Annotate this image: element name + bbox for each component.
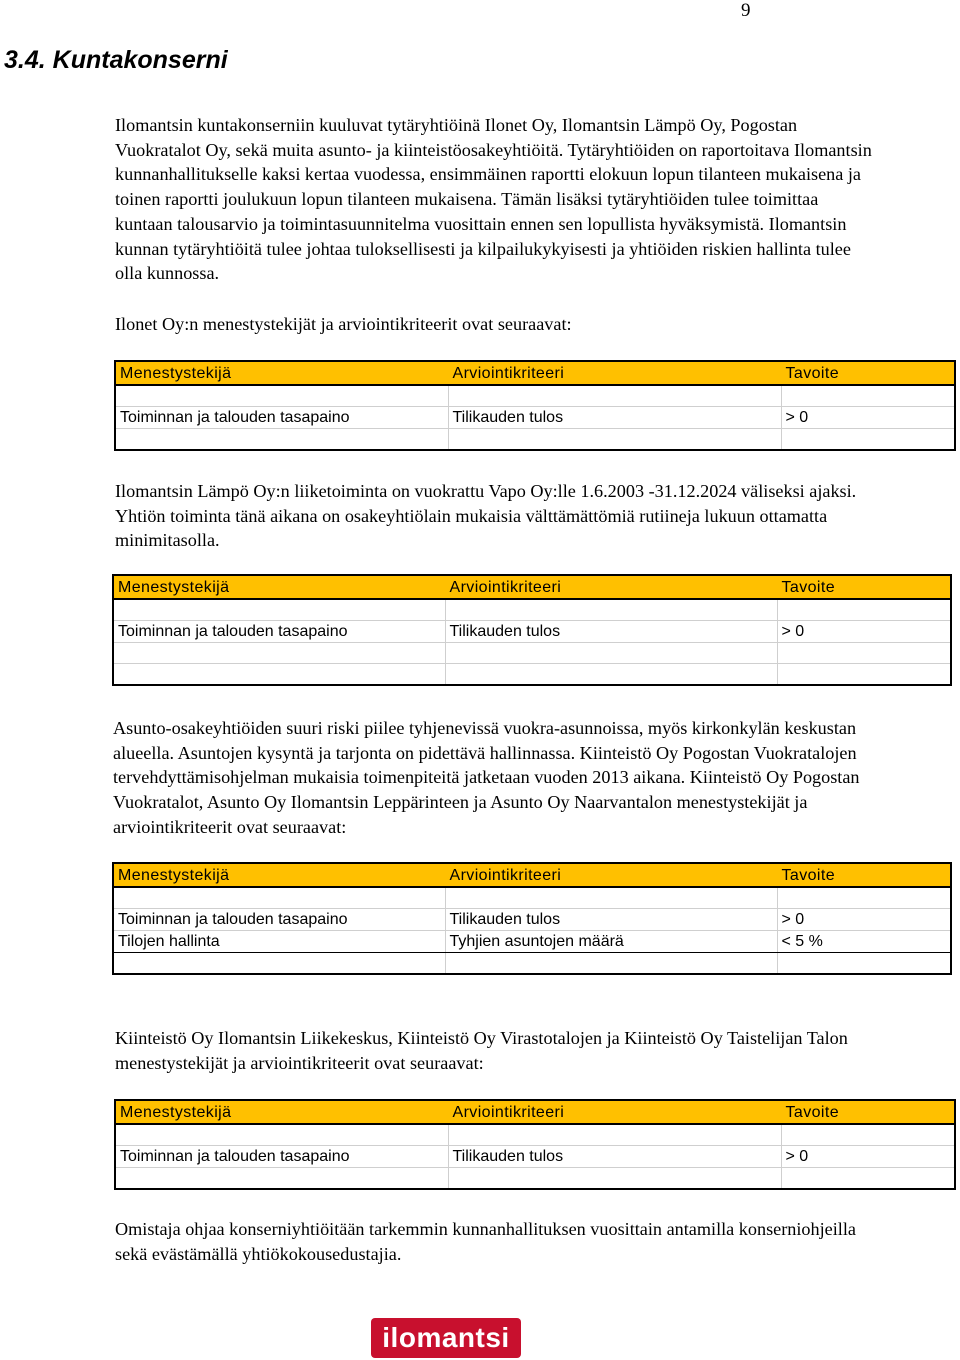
cell-menestystekija: Toiminnan ja talouden tasapaino [113, 621, 445, 643]
lampo-paragraph: Ilomantsin Lämpö Oy:n liiketoiminta on vuokrattu Vapo Oy:lle 1.6.2003 -31.12.2024 väliseksi ajaksi. Yhtiön toiminta tänä aikana on osakeyhtiölain mukaisia välttämättömiä rutiineja lukuun ottamatta minimitasolla. [115, 481, 857, 551]
header-tavoite: Tavoite [777, 575, 951, 599]
ilomantsi-logo [371, 1318, 521, 1358]
cell-tavoite: > 0 [781, 407, 955, 429]
ilonet-criteria-table [114, 360, 956, 451]
asunto-paragraph: Asunto-osakeyhtiöiden suuri riski piilee tyhjenevissä vuokra-asunnoissa, myös kirkonkylän keskustan alueella. Asuntojen kysyntä ja tarjonta on pidettävä hallinnassa. Kiinteistö Oy Pogostan Vuokratalojen tervehdyttämisohjelman mukaisia toimenpiteitä jatketaan vuoden 2013 aikana. Kiinteistö Oy Pogostan Vuokratalot, Asunto Oy Ilomantsin Leppärinteen ja Asunto Oy Naarvantalon menestystekijät ja arviointikriteerit ovat seuraavat: [113, 718, 860, 837]
header-arviointikriteeri: Arviointikriteeri [448, 1100, 781, 1124]
table-header-row [115, 1100, 955, 1124]
cell-arviointikriteeri: Tilikauden tulos [445, 621, 777, 643]
header-menestystekija: Menestystekijä [115, 1100, 448, 1124]
header-arviointikriteeri: Arviointikriteeri [448, 361, 781, 385]
intro-paragraph: Ilomantsin kuntakonserniin kuuluvat tytäryhtiöinä Ilonet Oy, Ilomantsin Lämpö Oy, Pogostan Vuokratalot Oy, sekä muita asunto- ja kiinteistöosakeyhtiöitä. Tytäryhtiöiden on raportoitava Ilomantsin kunnanhallitukselle kaksi kertaa vuodessa, ensimmäinen raportti elokuun lopun tilanteen mukaisena ja toinen raportti joulukuun lopun tilanteen mukaisena. Tämän lisäksi tytäryhtiöiden tulee toimittaa kuntaan talousarvio ja toimintasuunnitelma vuosittain ennen sen lopullista hyväksymistä. Ilomantsin kunnan tytäryhtiöitä tulee johtaa tuloksellisesti ja kilpailukykyisesti ja yhtiöiden riskien hallinta tulee olla kunnossa. [115, 115, 872, 284]
cell-arviointikriteeri: Tyhjien asuntojen määrä [445, 931, 777, 953]
header-tavoite: Tavoite [777, 863, 951, 887]
table-row [113, 931, 951, 953]
header-menestystekija: Menestystekijä [113, 863, 445, 887]
table-blank-row [113, 953, 951, 975]
table-row [115, 407, 955, 429]
table-row [115, 1146, 955, 1168]
cell-arviointikriteeri: Tilikauden tulos [448, 407, 781, 429]
table-header-row [113, 863, 951, 887]
table-row [113, 621, 951, 643]
header-arviointikriteeri: Arviointikriteeri [445, 863, 777, 887]
closing-paragraph: Omistaja ohjaa konserniyhtiöitään tarkemmin kunnanhallituksen vuosittain antamilla konserniohjeilla sekä evästämällä yhtiökokousedustajia. [115, 1219, 856, 1264]
cell-tavoite: > 0 [781, 1146, 955, 1168]
header-menestystekija: Menestystekijä [113, 575, 445, 599]
table-blank-row [113, 664, 951, 686]
table-blank-row [115, 429, 955, 451]
table-blank-row [113, 887, 951, 909]
liikekeskus-criteria-table [114, 1099, 956, 1190]
cell-tavoite: > 0 [777, 621, 951, 643]
header-menestystekija: Menestystekijä [115, 361, 448, 385]
page-number: 9 [741, 0, 751, 21]
asunto-criteria-table [112, 862, 952, 975]
header-arviointikriteeri: Arviointikriteeri [445, 575, 777, 599]
table-row [113, 909, 951, 931]
table-header-row [115, 361, 955, 385]
logo-text: ilomantsi [382, 1322, 510, 1353]
table-header-row [113, 575, 951, 599]
header-tavoite: Tavoite [781, 361, 955, 385]
cell-tavoite: < 5 % [777, 931, 951, 953]
table-blank-row [113, 643, 951, 664]
liikekeskus-paragraph: Kiinteistö Oy Ilomantsin Liikekeskus, Kiinteistö Oy Virastotalojen ja Kiinteistö Oy Taistelijan Talon menestystekijät ja arviointikriteerit ovat seuraavat: [115, 1028, 848, 1073]
cell-tavoite: > 0 [777, 909, 951, 931]
cell-menestystekija: Toiminnan ja talouden tasapaino [113, 909, 445, 931]
ilonet-intro: Ilonet Oy:n menestystekijät ja arviointikriteerit ovat seuraavat: [115, 314, 572, 334]
section-heading: 3.4. Kuntakonserni [4, 46, 228, 74]
table-blank-row [115, 1124, 955, 1146]
cell-arviointikriteeri: Tilikauden tulos [445, 909, 777, 931]
lampo-criteria-table [112, 574, 952, 686]
cell-menestystekija: Tilojen hallinta [113, 931, 445, 953]
table-blank-row [115, 1168, 955, 1190]
header-tavoite: Tavoite [781, 1100, 955, 1124]
table-blank-row [113, 599, 951, 621]
cell-menestystekija: Toiminnan ja talouden tasapaino [115, 1146, 448, 1168]
cell-menestystekija: Toiminnan ja talouden tasapaino [115, 407, 448, 429]
cell-arviointikriteeri: Tilikauden tulos [448, 1146, 781, 1168]
table-blank-row [115, 385, 955, 407]
